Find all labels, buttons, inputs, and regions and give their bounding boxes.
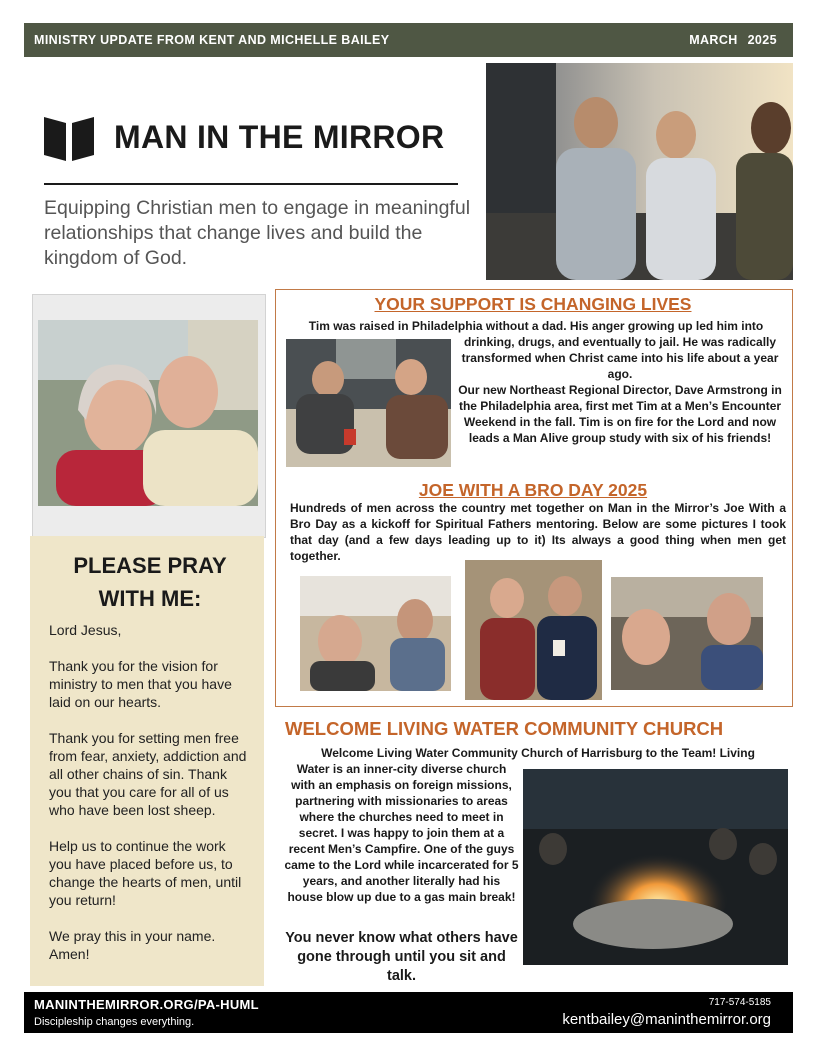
- photo-bro-day-coffee: [465, 560, 602, 700]
- header-bar: [24, 23, 793, 57]
- support-continued: drinking, drugs, and eventually to jail. He was radically transformed when Christ came into his life about a year ago.: [461, 335, 779, 381]
- prayer-paragraph: Help us to continue the work you have placed before us, to change the hearts of men, until you return!: [49, 838, 242, 908]
- book-mirror-logo-icon: [44, 117, 94, 161]
- welcome-heading: WELCOME LIVING WATER COMMUNITY CHURCH: [285, 718, 724, 739]
- bro-day-text: Hundreds of men across the country met together on Man in the Mirror’s Joe With a Bro Day as a kickoff for Spiritual Fathers mentoring. Below are some pictures I took that day (and a few days leading up to it) Its always a good thing when men get together.: [290, 501, 786, 563]
- photo-kent-and-michelle: [38, 320, 258, 506]
- header-title: MINISTRY UPDATE FROM KENT AND MICHELLE BAILEY: [34, 33, 390, 47]
- footer-bar: [24, 992, 793, 1033]
- brand-name: MAN IN THE MIRROR: [114, 119, 445, 155]
- prayer-text: [49, 621, 249, 981]
- welcome-lead: Welcome Living Water Community Church of Harrisburg to the Team! Living: [321, 746, 755, 760]
- support-intro: Tim was raised in Philadelphia without a dad. His anger growing up led him into: [308, 319, 764, 333]
- photo-bro-day-selfie-2: [611, 577, 763, 690]
- closing-statement: You never know what others have gone through until you sit and talk.: [285, 930, 518, 984]
- support-director: Our new Northeast Regional Director, Dave Armstrong in the Philadelphia area, first met Tim at a Men’s Encounter Weekend in the fall. Tim is on fire for the Lord and now leads a Man Alive group study with six of his friends!: [458, 383, 782, 445]
- hero-photo-men-laughing: [486, 63, 793, 280]
- footer-slogan: Discipleship changes everything.: [34, 1016, 195, 1028]
- welcome-text: Water is an inner-city diverse church with an emphasis on foreign missions, partnering with missionaries to areas where the churches need to meet in secret. I was happy to join them at a recent Men’s Campfire. One of the guys came to the Lord while incarcerated for 5 years, and another literally had his house blow up due to a gas main break!: [284, 762, 519, 904]
- email-link[interactable]: kentbailey@maninthemirror.org: [562, 1011, 771, 1028]
- bro-day-heading: JOE WITH A BRO DAY 2025: [418, 480, 648, 500]
- phone-number[interactable]: 717-574-5185: [708, 997, 771, 1008]
- photo-mens-campfire: [523, 769, 788, 965]
- photo-bro-day-selfie-1: [300, 576, 451, 691]
- prayer-paragraph: We pray this in your name. Amen!: [49, 928, 216, 962]
- support-story-text: [456, 334, 784, 446]
- prayer-title-line1: PLEASE PRAY: [73, 553, 227, 578]
- brand-logo: [44, 117, 464, 161]
- website-link[interactable]: MANINTHEMIRROR.ORG/PA-HUML: [34, 997, 259, 1012]
- tagline: Equipping Christian men to engage in meaningful relationships that change lives and build the kingdom of God.: [44, 197, 471, 269]
- prayer-paragraph: Thank you for the vision for ministry to men that you have laid on our hearts.: [49, 658, 232, 710]
- header-date: MARCH 2025: [689, 33, 777, 47]
- photo-tim-at-table: [286, 339, 451, 467]
- prayer-paragraph: Thank you for setting men free from fear, anxiety, addiction and all other chains of sin. Thank you that you care for all of us who have been lost sheep.: [49, 730, 247, 818]
- prayer-title-line2: WITH ME:: [98, 586, 202, 611]
- prayer-paragraph: Lord Jesus,: [49, 622, 122, 638]
- prayer-title: [50, 549, 250, 615]
- divider: [44, 183, 458, 185]
- support-heading: YOUR SUPPORT IS CHANGING LIVES: [374, 294, 692, 314]
